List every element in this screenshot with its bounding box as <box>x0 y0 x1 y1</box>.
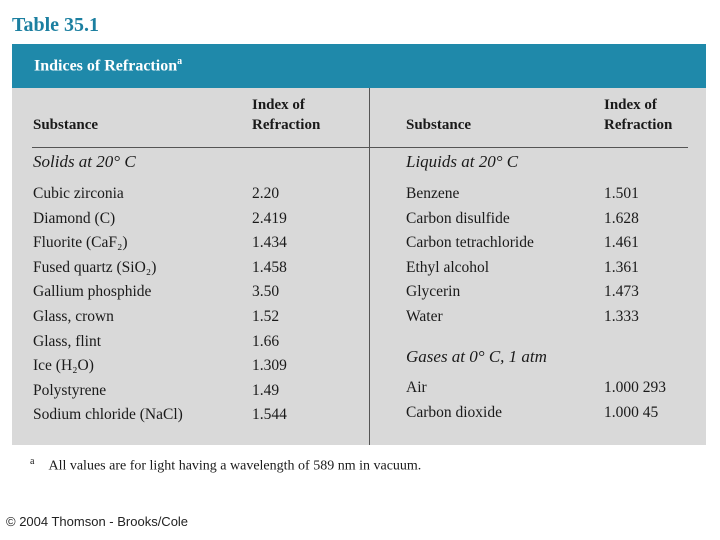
index-cell: 1.000 293 <box>604 379 666 396</box>
banner-footnote-mark: a <box>177 56 183 67</box>
index-cell: 1.628 <box>604 209 639 227</box>
substance-cell: Water <box>406 308 443 325</box>
table-row <box>406 376 696 401</box>
left-index-header-line2: Refraction <box>252 117 321 133</box>
table-row <box>33 182 353 207</box>
right-index-header-line2: Refraction <box>604 117 673 133</box>
index-cell: 1.473 <box>604 283 639 301</box>
table-row <box>406 182 696 207</box>
index-cell: 3.50 <box>252 283 280 301</box>
copyright-credit: © 2004 Thomson - Brooks/Cole <box>6 514 189 529</box>
liquids-section-heading: Liquids at 20° C <box>406 152 519 171</box>
gases-section-heading: Gases at 0° C, 1 atm <box>406 347 547 366</box>
table-row <box>406 231 696 256</box>
footnote-text: All values are for light having a wavelength of 589 nm in vacuum. <box>48 458 422 474</box>
table-banner <box>12 44 706 88</box>
index-cell: 1.461 <box>604 234 639 252</box>
table-row <box>33 354 353 379</box>
table-row <box>33 256 353 281</box>
substance-cell: Carbon dioxide <box>406 403 502 421</box>
substance-cell: Glass, crown <box>33 308 114 325</box>
right-index-header <box>604 95 672 135</box>
left-index-header <box>252 95 320 135</box>
right-index-header-line1: Index of <box>604 97 657 113</box>
table-title: Table 35.1 <box>12 14 100 36</box>
table-row <box>33 280 353 305</box>
substance-cell: Sodium chloride (NaCl) <box>33 406 183 424</box>
table-row <box>406 207 696 232</box>
footnote-mark: a <box>30 456 35 467</box>
substance-cell: Polystyrene <box>33 381 107 399</box>
right-substance-header: Substance <box>406 117 472 133</box>
substance-cell: Air <box>406 379 427 396</box>
table-row <box>33 403 353 428</box>
refraction-table <box>12 44 706 445</box>
table-row <box>406 401 696 426</box>
substance-cell: Ethyl alcohol <box>406 258 490 276</box>
index-cell: 1.309 <box>252 357 287 375</box>
banner-text: Indices of Refraction <box>34 57 178 75</box>
substance-cell: Glycerin <box>406 283 461 301</box>
table-row <box>406 256 696 281</box>
index-cell: 1.52 <box>252 308 280 325</box>
index-cell: 1.361 <box>604 258 639 276</box>
table-row <box>33 207 353 232</box>
substance-cell: Fused quartz (SiO₂) <box>33 258 157 276</box>
table-row <box>33 231 353 256</box>
table-footnote <box>30 456 421 475</box>
table-row <box>33 330 353 355</box>
index-cell: 2.20 <box>252 185 280 202</box>
substance-cell: Carbon tetrachloride <box>406 234 534 252</box>
substance-cell: Carbon disulfide <box>406 209 510 227</box>
index-cell: 1.544 <box>252 406 287 424</box>
table-row <box>406 305 696 330</box>
index-cell: 1.000 45 <box>604 403 659 421</box>
table-row <box>33 379 353 404</box>
index-cell: 1.333 <box>604 308 639 325</box>
substance-cell: Glass, flint <box>33 332 102 350</box>
index-cell: 1.434 <box>252 234 287 252</box>
substance-cell: Fluorite (CaF₂) <box>33 234 128 252</box>
substance-cell: Gallium phosphide <box>33 283 152 301</box>
index-cell: 1.49 <box>252 381 280 399</box>
banner-title <box>34 56 182 75</box>
left-index-header-line1: Index of <box>252 97 305 113</box>
solids-section-heading: Solids at 20° C <box>33 152 136 171</box>
header-rule <box>32 147 688 148</box>
index-cell: 2.419 <box>252 209 287 227</box>
column-divider <box>369 88 370 445</box>
substance-cell: Cubic zirconia <box>33 185 124 202</box>
index-cell: 1.458 <box>252 258 287 276</box>
table-row <box>33 305 353 330</box>
substance-cell: Ice (H₂O) <box>33 357 94 375</box>
index-cell: 1.66 <box>252 332 280 350</box>
left-substance-header: Substance <box>33 117 99 133</box>
index-cell: 1.501 <box>604 185 639 202</box>
table-row <box>406 280 696 305</box>
substance-cell: Benzene <box>406 185 460 202</box>
substance-cell: Diamond (C) <box>33 209 116 227</box>
